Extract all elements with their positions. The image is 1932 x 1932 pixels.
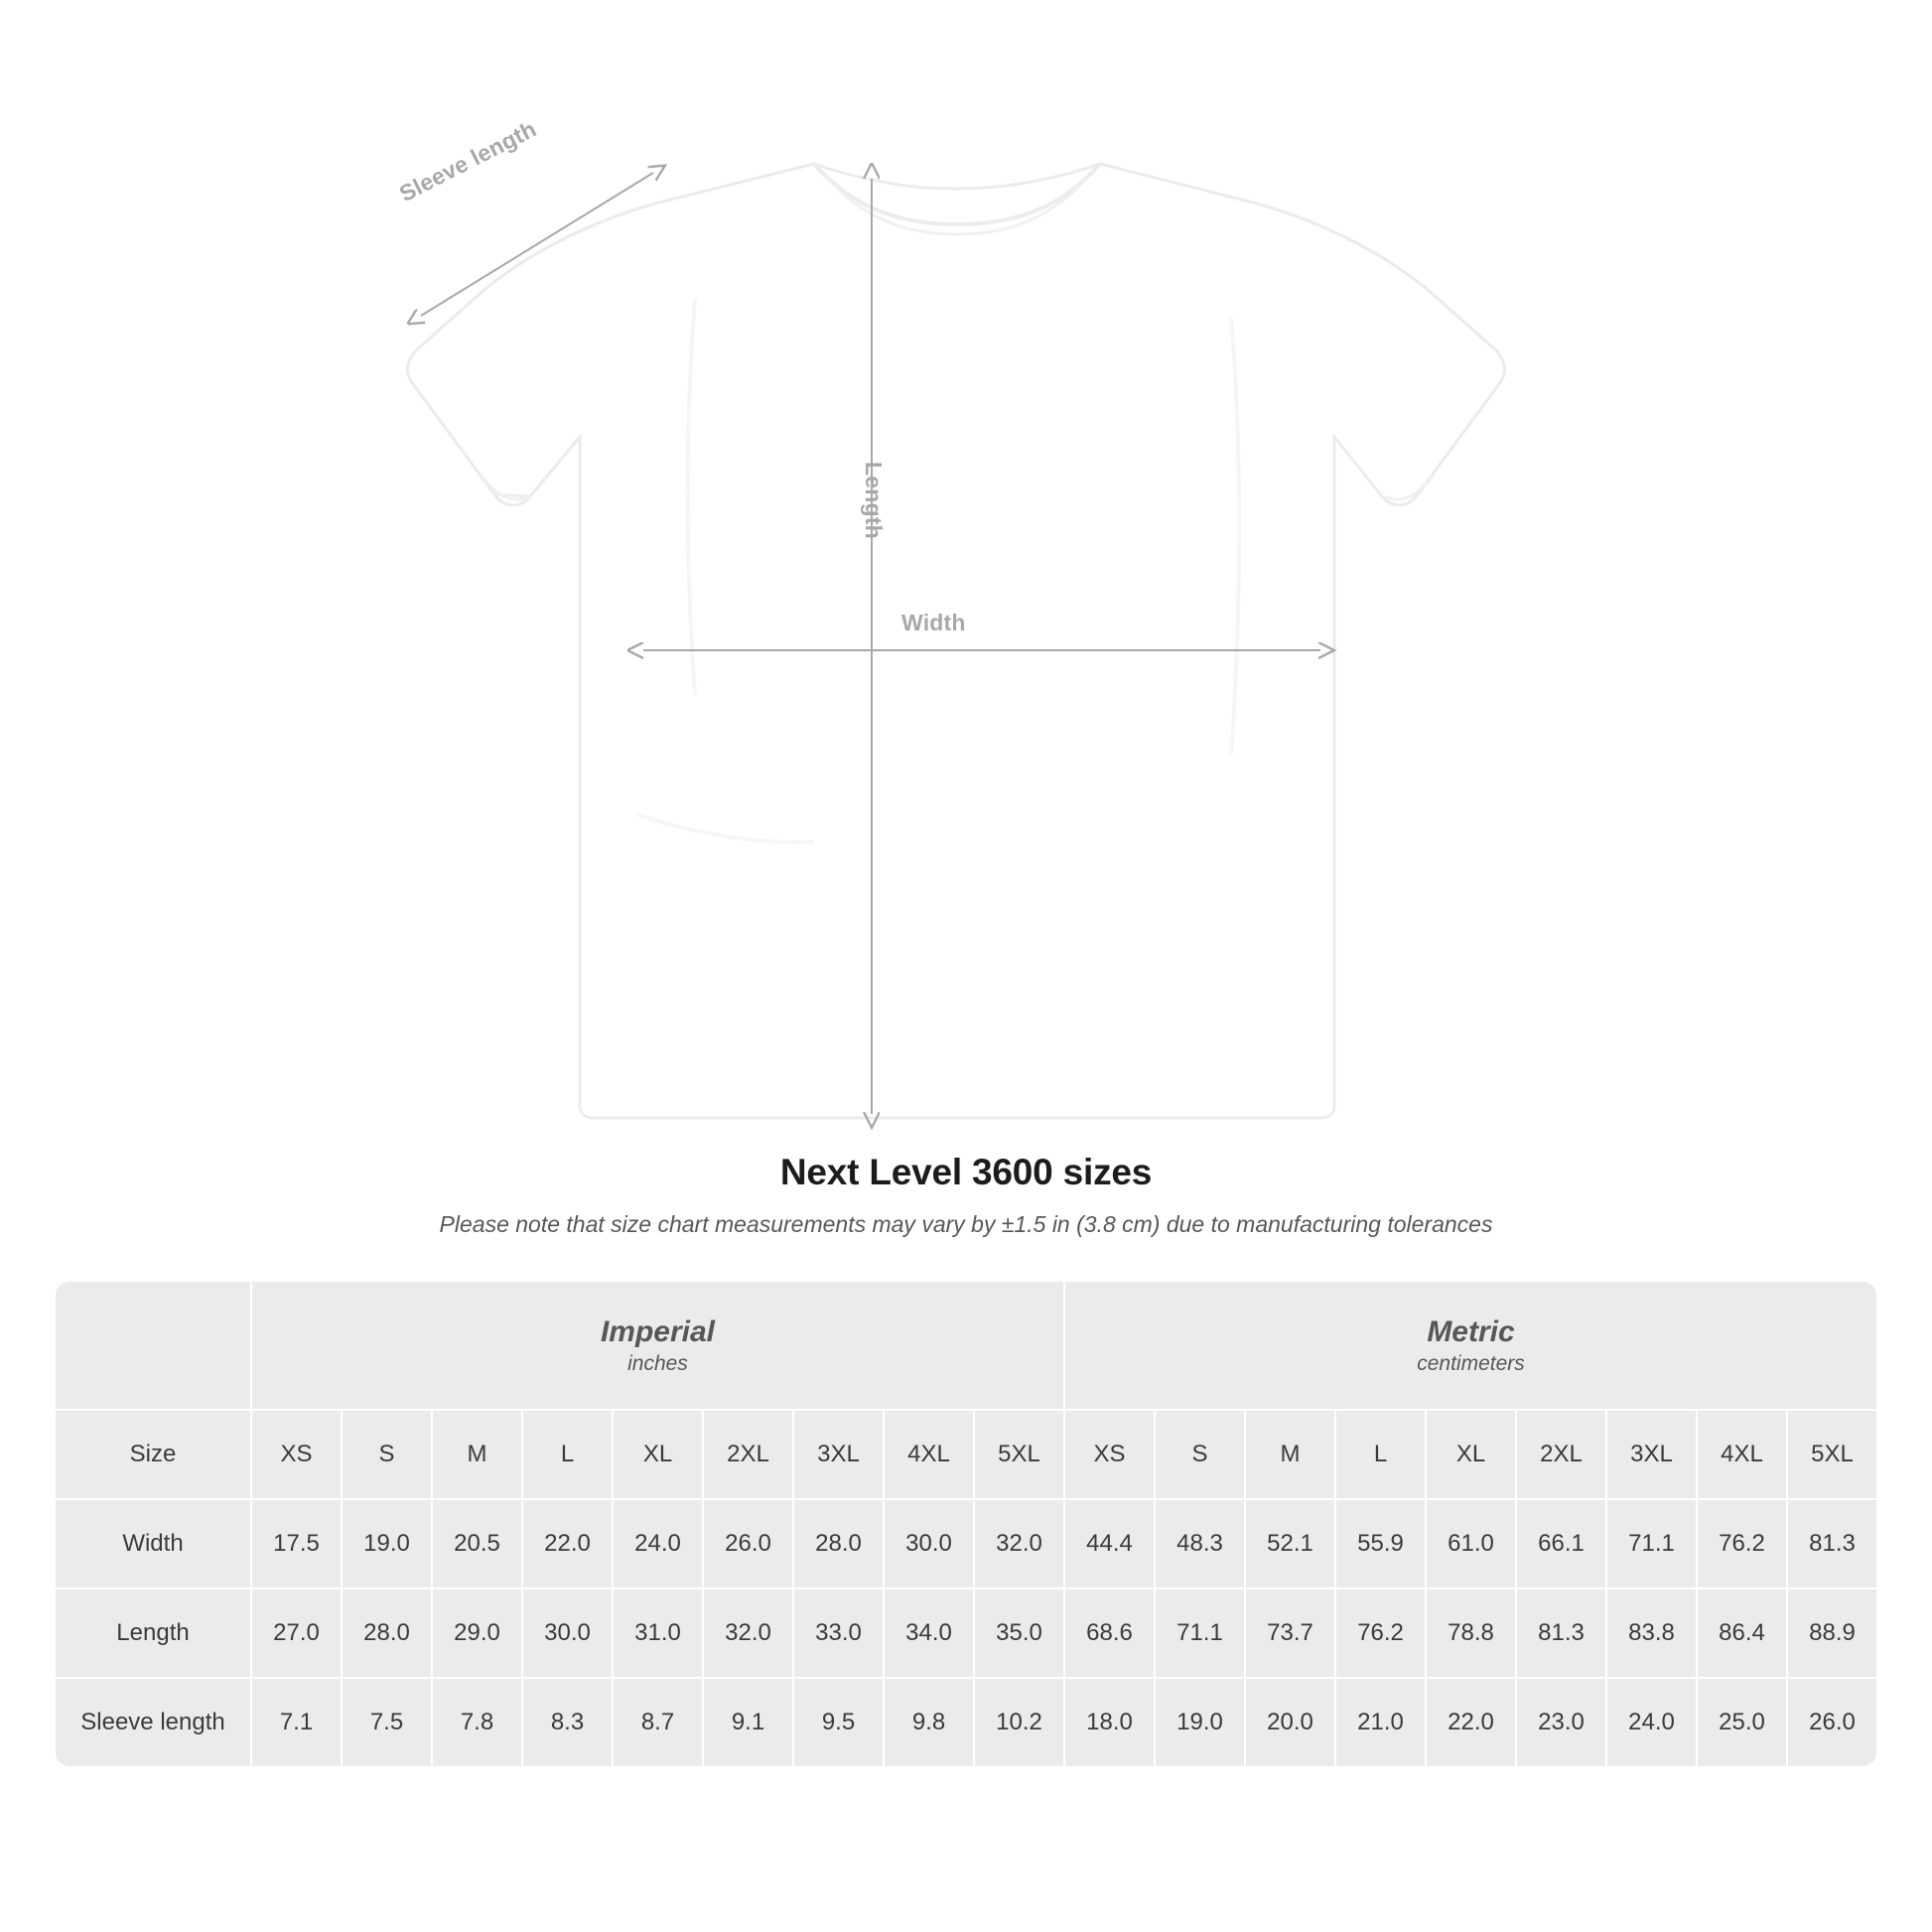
- table-row: [56, 1500, 1876, 1587]
- cell-length-imperial-3xl: 33.0: [794, 1589, 883, 1677]
- cell-width-metric-2xl: 66.1: [1517, 1500, 1605, 1587]
- cell-width-imperial-xs: 17.5: [252, 1500, 341, 1587]
- table-row: [56, 1589, 1876, 1677]
- column-header-metric-5xl: 5XL: [1788, 1411, 1876, 1498]
- cell-length-imperial-m: 29.0: [433, 1589, 521, 1677]
- unit-header-imperial: Imperial inches: [252, 1282, 1063, 1409]
- column-header-metric-s: S: [1156, 1411, 1244, 1498]
- cell-length-imperial-5xl: 35.0: [975, 1589, 1063, 1677]
- cell-length-imperial-xl: 31.0: [614, 1589, 702, 1677]
- cell-sleeve-imperial-xl: 8.7: [614, 1679, 702, 1766]
- unit-header-metric: Metric centimeters: [1065, 1282, 1876, 1409]
- cell-sleeve-imperial-s: 7.5: [343, 1679, 431, 1766]
- cell-sleeve-metric-4xl: 25.0: [1698, 1679, 1786, 1766]
- size-table-wrapper: [54, 1280, 1878, 1768]
- column-header-metric-m: M: [1246, 1411, 1334, 1498]
- table-row: [56, 1679, 1876, 1766]
- cell-width-metric-m: 52.1: [1246, 1500, 1334, 1587]
- sleeve-length-label: Sleeve length: [395, 115, 541, 207]
- tshirt-shape: [408, 164, 1505, 1118]
- column-header-imperial-2xl: 2XL: [704, 1411, 792, 1498]
- table-unit-header-row: [56, 1282, 1876, 1409]
- column-header-imperial-3xl: 3XL: [794, 1411, 883, 1498]
- cell-length-metric-4xl: 86.4: [1698, 1589, 1786, 1677]
- cell-length-metric-l: 76.2: [1336, 1589, 1425, 1677]
- cell-sleeve-metric-s: 19.0: [1156, 1679, 1244, 1766]
- cell-width-imperial-xl: 24.0: [614, 1500, 702, 1587]
- column-header-metric-4xl: 4XL: [1698, 1411, 1786, 1498]
- cell-sleeve-metric-xs: 18.0: [1065, 1679, 1154, 1766]
- cell-sleeve-metric-l: 21.0: [1336, 1679, 1425, 1766]
- cell-length-metric-xl: 78.8: [1427, 1589, 1515, 1677]
- cell-sleeve-metric-2xl: 23.0: [1517, 1679, 1605, 1766]
- cell-width-metric-xs: 44.4: [1065, 1500, 1154, 1587]
- cell-width-metric-xl: 61.0: [1427, 1500, 1515, 1587]
- column-header-metric-xs: XS: [1065, 1411, 1154, 1498]
- cell-length-metric-m: 73.7: [1246, 1589, 1334, 1677]
- column-header-metric-3xl: 3XL: [1607, 1411, 1696, 1498]
- cell-sleeve-metric-3xl: 24.0: [1607, 1679, 1696, 1766]
- column-header-imperial-l: L: [523, 1411, 612, 1498]
- column-header-metric-xl: XL: [1427, 1411, 1515, 1498]
- length-label: Length: [861, 462, 887, 539]
- column-header-imperial-xs: XS: [252, 1411, 341, 1498]
- column-header-metric-l: L: [1336, 1411, 1425, 1498]
- cell-sleeve-metric-5xl: 26.0: [1788, 1679, 1876, 1766]
- cell-width-metric-s: 48.3: [1156, 1500, 1244, 1587]
- cell-length-metric-5xl: 88.9: [1788, 1589, 1876, 1677]
- cell-width-metric-4xl: 76.2: [1698, 1500, 1786, 1587]
- cell-length-imperial-s: 28.0: [343, 1589, 431, 1677]
- table-size-header-row: [56, 1411, 1876, 1498]
- cell-length-metric-xs: 68.6: [1065, 1589, 1154, 1677]
- column-header-imperial-m: M: [433, 1411, 521, 1498]
- cell-sleeve-imperial-4xl: 9.8: [885, 1679, 973, 1766]
- page-title: Next Level 3600 sizes: [779, 1152, 1153, 1192]
- cell-length-metric-2xl: 81.3: [1517, 1589, 1605, 1677]
- cell-length-imperial-xs: 27.0: [252, 1589, 341, 1677]
- cell-sleeve-imperial-m: 7.8: [433, 1679, 521, 1766]
- cell-width-imperial-2xl: 26.0: [704, 1500, 792, 1587]
- cell-sleeve-imperial-5xl: 10.2: [975, 1679, 1063, 1766]
- cell-length-imperial-4xl: 34.0: [885, 1589, 973, 1677]
- cell-sleeve-imperial-xs: 7.1: [252, 1679, 341, 1766]
- column-header-imperial-4xl: 4XL: [885, 1411, 973, 1498]
- cell-width-imperial-s: 19.0: [343, 1500, 431, 1587]
- cell-sleeve-metric-m: 20.0: [1246, 1679, 1334, 1766]
- cell-width-metric-l: 55.9: [1336, 1500, 1425, 1587]
- page-subtitle: Please note that size chart measurements may vary by ±1.5 in (3.8 cm) due to manufacturing tolerances: [439, 1211, 1493, 1237]
- cell-sleeve-metric-xl: 22.0: [1427, 1679, 1515, 1766]
- cell-width-metric-3xl: 71.1: [1607, 1500, 1696, 1587]
- cell-width-imperial-5xl: 32.0: [975, 1500, 1063, 1587]
- row-header-sleeve-length: Sleeve length: [56, 1679, 250, 1766]
- column-header-size: Size: [56, 1411, 250, 1498]
- unit-header-spacer: [56, 1282, 250, 1409]
- column-header-metric-2xl: 2XL: [1517, 1411, 1605, 1498]
- cell-width-metric-5xl: 81.3: [1788, 1500, 1876, 1587]
- cell-sleeve-imperial-3xl: 9.5: [794, 1679, 883, 1766]
- width-label: Width: [901, 610, 966, 635]
- row-header-width: Width: [56, 1500, 250, 1587]
- cell-sleeve-imperial-2xl: 9.1: [704, 1679, 792, 1766]
- cell-width-imperial-3xl: 28.0: [794, 1500, 883, 1587]
- column-header-imperial-xl: XL: [614, 1411, 702, 1498]
- cell-length-metric-3xl: 83.8: [1607, 1589, 1696, 1677]
- cell-width-imperial-l: 22.0: [523, 1500, 612, 1587]
- cell-length-metric-s: 71.1: [1156, 1589, 1244, 1677]
- cell-length-imperial-2xl: 32.0: [704, 1589, 792, 1677]
- cell-width-imperial-4xl: 30.0: [885, 1500, 973, 1587]
- cell-sleeve-imperial-l: 8.3: [523, 1679, 612, 1766]
- row-header-length: Length: [56, 1589, 250, 1677]
- cell-length-imperial-l: 30.0: [523, 1589, 612, 1677]
- column-header-imperial-s: S: [343, 1411, 431, 1498]
- size-chart-table: [54, 1280, 1878, 1768]
- column-header-imperial-5xl: 5XL: [975, 1411, 1063, 1498]
- cell-width-imperial-m: 20.5: [433, 1500, 521, 1587]
